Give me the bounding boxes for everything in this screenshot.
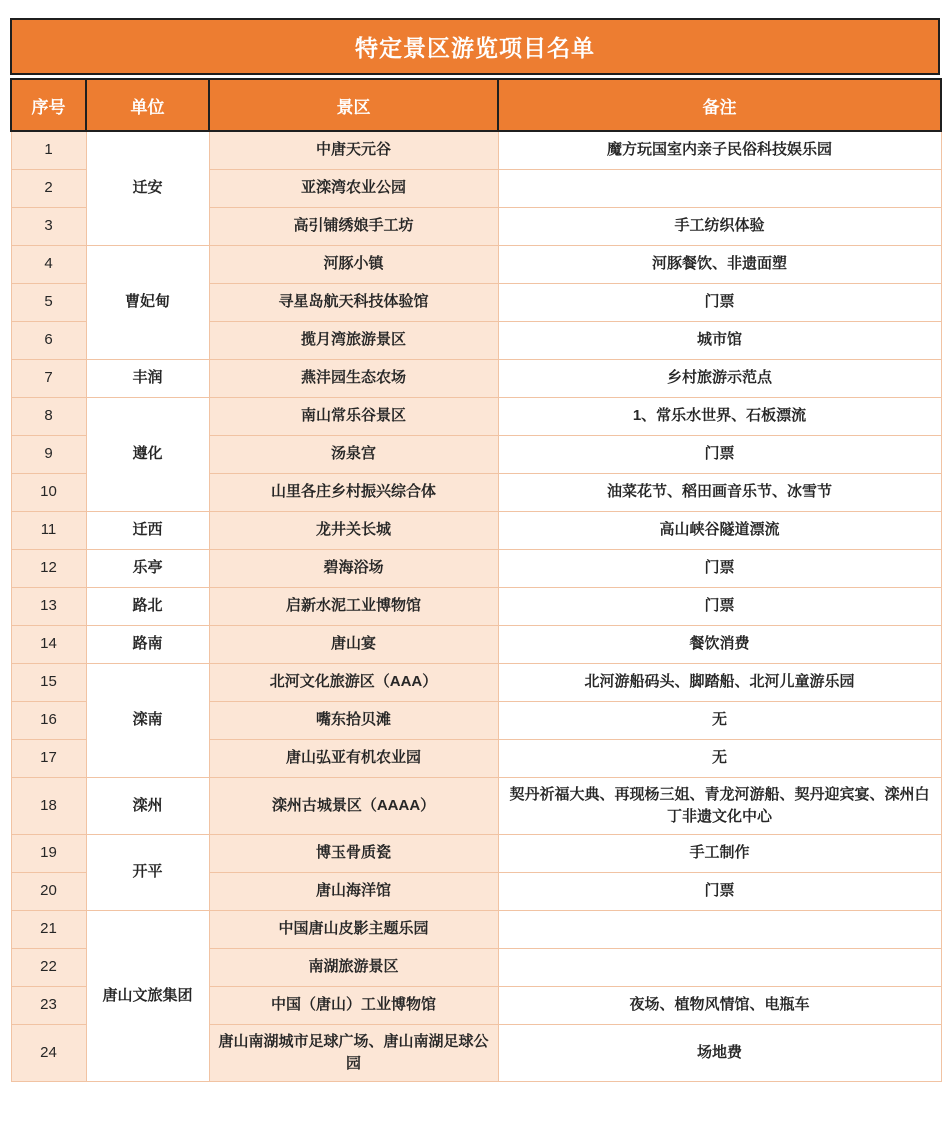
table-row (11, 359, 941, 397)
cell-remark: 河豚餐饮、非遗面塑 (498, 245, 941, 283)
cell-unit: 滦州 (86, 777, 209, 834)
cell-remark: 餐饮消费 (498, 625, 941, 663)
table-body (11, 131, 941, 1081)
cell-serial-number: 1 (11, 131, 86, 169)
cell-serial-number: 21 (11, 910, 86, 948)
cell-serial-number: 9 (11, 435, 86, 473)
cell-remark: 场地费 (498, 1024, 941, 1081)
table-row (11, 910, 941, 948)
cell-remark: 无 (498, 739, 941, 777)
cell-serial-number: 12 (11, 549, 86, 587)
table-row (11, 549, 941, 587)
cell-remark (498, 948, 941, 986)
cell-remark: 魔方玩国室内亲子民俗科技娱乐园 (498, 131, 941, 169)
data-table (10, 78, 942, 1082)
header-cell-serial: 序号 (11, 79, 86, 131)
cell-remark: 1、常乐水世界、石板漂流 (498, 397, 941, 435)
cell-remark: 手工纺织体验 (498, 207, 941, 245)
cell-scenic-area: 龙井关长城 (209, 511, 498, 549)
cell-scenic-area: 中国唐山皮影主题乐园 (209, 910, 498, 948)
cell-unit: 丰润 (86, 359, 209, 397)
cell-unit: 遵化 (86, 397, 209, 511)
table-row (11, 245, 941, 283)
cell-scenic-area: 嘴东拾贝滩 (209, 701, 498, 739)
header-cell-unit: 单位 (86, 79, 209, 131)
cell-serial-number: 15 (11, 663, 86, 701)
cell-remark (498, 910, 941, 948)
cell-serial-number: 22 (11, 948, 86, 986)
cell-scenic-area: 南湖旅游景区 (209, 948, 498, 986)
cell-serial-number: 20 (11, 872, 86, 910)
cell-remark: 无 (498, 701, 941, 739)
table-row (11, 834, 941, 872)
cell-scenic-area: 汤泉宫 (209, 435, 498, 473)
cell-serial-number: 13 (11, 587, 86, 625)
cell-serial-number: 17 (11, 739, 86, 777)
cell-unit: 路北 (86, 587, 209, 625)
cell-unit: 乐亭 (86, 549, 209, 587)
cell-scenic-area: 中国（唐山）工业博物馆 (209, 986, 498, 1024)
cell-unit: 路南 (86, 625, 209, 663)
cell-unit: 迁西 (86, 511, 209, 549)
cell-unit: 滦南 (86, 663, 209, 777)
cell-remark: 夜场、植物风情馆、电瓶车 (498, 986, 941, 1024)
cell-scenic-area: 北河文化旅游区（AAA） (209, 663, 498, 701)
cell-scenic-area: 燕沣园生态农场 (209, 359, 498, 397)
cell-serial-number: 7 (11, 359, 86, 397)
cell-serial-number: 18 (11, 777, 86, 834)
cell-scenic-area: 河豚小镇 (209, 245, 498, 283)
cell-serial-number: 14 (11, 625, 86, 663)
cell-scenic-area: 高引铺绣娘手工坊 (209, 207, 498, 245)
cell-remark: 契丹祈福大典、再现杨三姐、青龙河游船、契丹迎宾宴、滦州白丁非遗文化中心 (498, 777, 941, 834)
cell-remark: 乡村旅游示范点 (498, 359, 941, 397)
table-header-row (11, 79, 941, 131)
table-row (11, 397, 941, 435)
cell-serial-number: 4 (11, 245, 86, 283)
cell-scenic-area: 滦州古城景区（AAAA） (209, 777, 498, 834)
table-row (11, 777, 941, 834)
cell-unit: 唐山文旅集团 (86, 910, 209, 1081)
cell-remark: 门票 (498, 283, 941, 321)
cell-scenic-area: 碧海浴场 (209, 549, 498, 587)
cell-remark: 门票 (498, 549, 941, 587)
cell-scenic-area: 山里各庄乡村振兴综合体 (209, 473, 498, 511)
table-row (11, 587, 941, 625)
cell-serial-number: 23 (11, 986, 86, 1024)
cell-unit: 开平 (86, 834, 209, 910)
cell-serial-number: 8 (11, 397, 86, 435)
cell-serial-number: 19 (11, 834, 86, 872)
cell-remark: 手工制作 (498, 834, 941, 872)
scenic-spot-table (10, 18, 940, 1082)
cell-scenic-area: 南山常乐谷景区 (209, 397, 498, 435)
cell-remark (498, 169, 941, 207)
cell-unit: 迁安 (86, 131, 209, 245)
table-row (11, 511, 941, 549)
cell-serial-number: 11 (11, 511, 86, 549)
cell-scenic-area: 亚滦湾农业公园 (209, 169, 498, 207)
cell-remark: 门票 (498, 872, 941, 910)
cell-serial-number: 2 (11, 169, 86, 207)
cell-scenic-area: 启新水泥工业博物馆 (209, 587, 498, 625)
cell-remark: 门票 (498, 435, 941, 473)
table-row (11, 663, 941, 701)
cell-scenic-area: 揽月湾旅游景区 (209, 321, 498, 359)
header-cell-scenic-area: 景区 (209, 79, 498, 131)
cell-scenic-area: 唐山宴 (209, 625, 498, 663)
cell-remark: 北河游船码头、脚踏船、北河儿童游乐园 (498, 663, 941, 701)
cell-unit: 曹妃甸 (86, 245, 209, 359)
cell-scenic-area: 寻星岛航天科技体验馆 (209, 283, 498, 321)
cell-remark: 城市馆 (498, 321, 941, 359)
cell-remark: 油菜花节、稻田画音乐节、冰雪节 (498, 473, 941, 511)
cell-scenic-area: 唐山南湖城市足球广场、唐山南湖足球公园 (209, 1024, 498, 1081)
table-title-bar (10, 18, 940, 75)
cell-serial-number: 10 (11, 473, 86, 511)
cell-scenic-area: 中唐天元谷 (209, 131, 498, 169)
cell-scenic-area: 博玉骨质瓷 (209, 834, 498, 872)
cell-serial-number: 24 (11, 1024, 86, 1081)
cell-serial-number: 16 (11, 701, 86, 739)
table-title: 特定景区游览项目名单 (355, 35, 595, 61)
table-row (11, 131, 941, 169)
cell-remark: 门票 (498, 587, 941, 625)
header-cell-remark: 备注 (498, 79, 941, 131)
cell-serial-number: 3 (11, 207, 86, 245)
cell-scenic-area: 唐山弘亚有机农业园 (209, 739, 498, 777)
table-row (11, 625, 941, 663)
cell-scenic-area: 唐山海洋馆 (209, 872, 498, 910)
cell-serial-number: 5 (11, 283, 86, 321)
cell-serial-number: 6 (11, 321, 86, 359)
cell-remark: 高山峡谷隧道漂流 (498, 511, 941, 549)
